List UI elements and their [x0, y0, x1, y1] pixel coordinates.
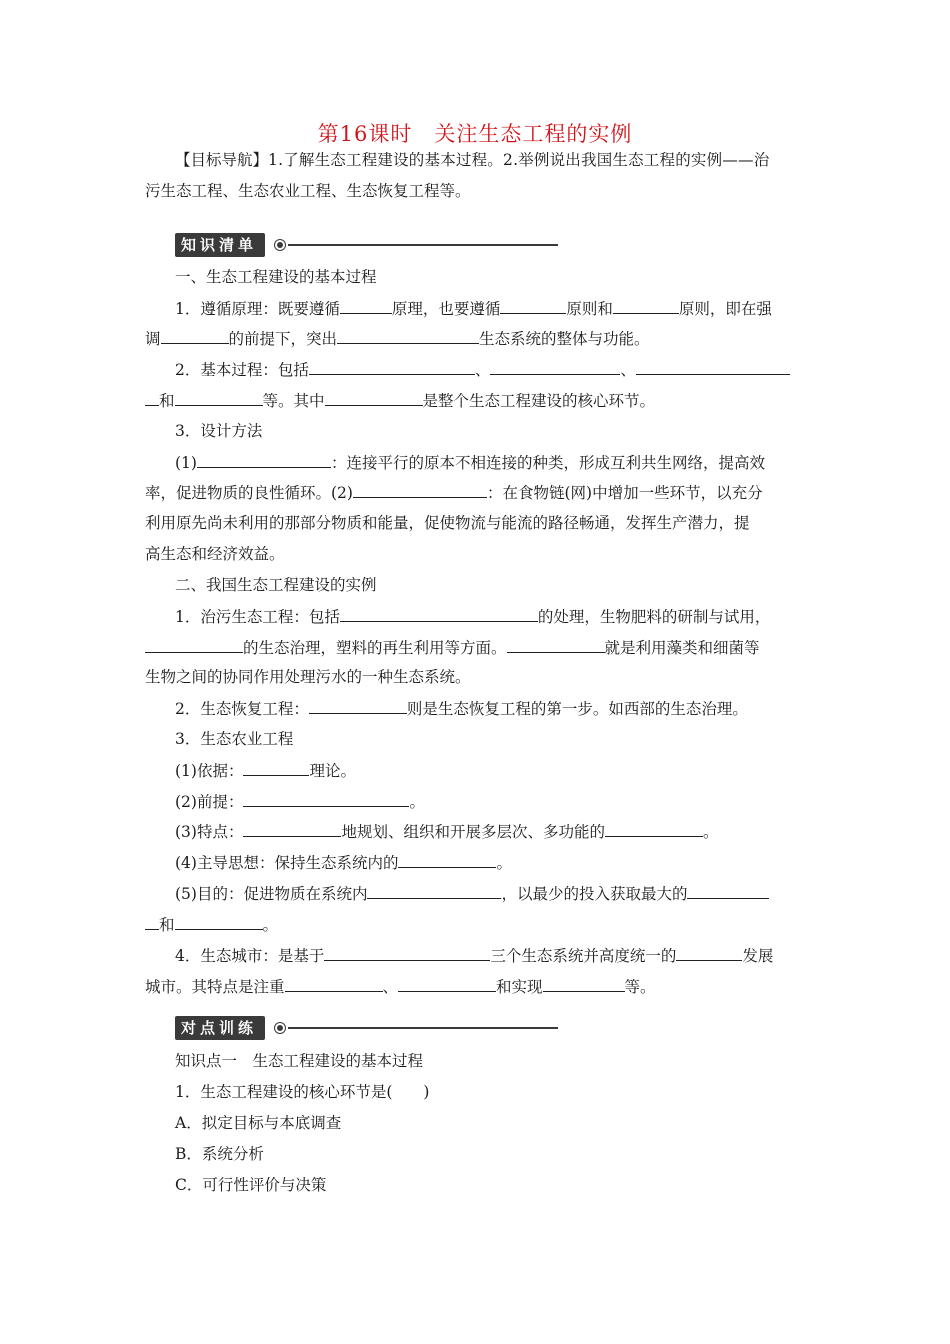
knowledge-point: 知识点一 生态工程建设的基本过程 [175, 1052, 424, 1070]
blank[interactable] [285, 976, 383, 992]
blank[interactable] [324, 945, 490, 961]
text: (5)目的：促进物质在系统内 [175, 885, 368, 903]
blank[interactable] [398, 852, 496, 868]
blank[interactable] [613, 298, 679, 314]
blank[interactable] [309, 359, 475, 375]
section1-heading: 一、生态工程建设的基本过程 [175, 268, 377, 286]
text: 则是生态恢复工程的第一步。如西部的生态治理。 [406, 700, 748, 718]
s1-line-5: 3．设计方法 [175, 422, 263, 440]
text: 三个生态系统并高度统一的 [490, 947, 677, 965]
text: 发展 [742, 947, 774, 965]
s2-line-3: 生物之间的协同作用处理污水的一种生态系统。 [145, 668, 471, 686]
s2-line-11 [145, 914, 278, 935]
blank[interactable] [175, 390, 263, 406]
blank[interactable] [197, 452, 331, 468]
s1-line-3 [175, 359, 790, 380]
text: 等。 [624, 978, 656, 996]
text: 、 [620, 361, 636, 379]
blank[interactable] [309, 698, 407, 714]
text: 等。其中 [262, 392, 325, 410]
goal-label: 【目标导航】 [175, 151, 269, 169]
banner-rule [288, 244, 558, 246]
blank[interactable] [543, 976, 625, 992]
section2-heading: 二、我国生态工程建设的实例 [175, 576, 377, 594]
text: (1) [175, 454, 197, 472]
blank[interactable] [500, 298, 566, 314]
knowledge-list-banner [175, 233, 560, 257]
text: 率，促进物质的良性循环。(2) [145, 484, 353, 502]
text: 生态系统的整体与功能。 [479, 330, 650, 348]
text: 是整个生态工程建设的核心环节。 [422, 392, 656, 410]
s1-line-4 [145, 390, 655, 411]
blank[interactable] [325, 390, 423, 406]
blank[interactable] [507, 637, 605, 653]
s1-line-7 [145, 482, 763, 503]
text: 原则和 [566, 300, 613, 318]
blank[interactable] [398, 976, 496, 992]
s2-line-7 [175, 791, 425, 812]
blank[interactable] [145, 914, 159, 930]
text: 和实现 [496, 978, 543, 996]
text: 的生态治理，塑料的再生利用等方面。 [243, 639, 507, 657]
s1-line-6 [175, 452, 765, 473]
s1-line-1 [175, 298, 772, 319]
blank[interactable] [175, 914, 263, 930]
text: 。 [496, 854, 512, 872]
s2-line-1 [175, 606, 770, 627]
blank[interactable] [243, 760, 309, 776]
blank[interactable] [490, 359, 620, 375]
text: 。 [262, 916, 279, 934]
s2-line-10 [175, 883, 769, 904]
text: 原则，即在强 [678, 300, 772, 318]
text: ：在食物链(网)中增加一些环节，以充分 [486, 484, 763, 502]
blank[interactable] [145, 637, 243, 653]
blank[interactable] [340, 606, 538, 622]
banner-label: 对点训练 [175, 1016, 265, 1040]
blank[interactable] [243, 821, 341, 837]
text: 和 [159, 916, 175, 934]
text: 、 [382, 978, 399, 996]
text: 地规划、组织和开展多层次、多功能的 [341, 823, 605, 841]
option-a[interactable]: A．拟定目标与本底调查 [175, 1114, 342, 1132]
text: (3)特点： [175, 823, 244, 841]
text: (4)主导思想：保持生态系统内的 [175, 854, 399, 872]
s2-line-2 [145, 637, 760, 658]
s2-line-4 [175, 698, 748, 719]
s1-line-2 [145, 328, 650, 349]
page-title: 第16课时 关注生态工程的实例 [317, 122, 633, 146]
blank[interactable] [337, 328, 479, 344]
blank[interactable] [161, 328, 229, 344]
banner-label: 知识清单 [175, 233, 265, 257]
text: 调 [145, 330, 161, 348]
text: 原理，也要遵循 [391, 300, 501, 318]
s2-line-13 [145, 976, 656, 997]
text: 4．生态城市：是基于 [175, 947, 325, 965]
text: 就是利用藻类和细菌等 [604, 639, 760, 657]
s2-line-8 [175, 821, 719, 842]
s2-line-6 [175, 760, 356, 781]
goal-line-2: 污生态工程、生态农业工程、生态恢复工程等。 [145, 182, 471, 200]
blank[interactable] [340, 298, 392, 314]
text: ：连接平行的原本不相连接的种类，形成互利共生网络，提高效 [330, 454, 765, 472]
option-b[interactable]: B．系统分析 [175, 1145, 264, 1163]
blank[interactable] [353, 482, 487, 498]
blank[interactable] [605, 821, 703, 837]
text: 1．遵循原理：既要遵循 [175, 300, 340, 318]
s2-line-12 [175, 945, 773, 966]
blank[interactable] [145, 390, 159, 406]
banner-dot-icon [274, 239, 286, 251]
blank[interactable] [687, 883, 769, 899]
question-1: 1．生态工程建设的核心环节是( ) [175, 1083, 430, 1101]
text: 城市。其特点是注重 [145, 978, 285, 996]
text: 理论。 [309, 762, 356, 780]
goal-text: 1.了解生态工程建设的基本过程。2.举例说出我国生态工程的实例——治 [268, 151, 770, 169]
text: 。 [702, 823, 719, 841]
text: ，以最少的投入获取最大的 [501, 885, 688, 903]
text: 2．基本过程：包括 [175, 361, 309, 379]
text: 的处理，生物肥料的研制与试用， [537, 608, 771, 626]
goal-line-1 [175, 150, 769, 170]
text: 和 [159, 392, 175, 410]
text: 1．治污生态工程：包括 [175, 608, 340, 626]
s1-line-8: 利用原先尚未利用的那部分物质和能量，促使物流与能流的路径畅通，发挥生产潜力，提 [145, 514, 750, 532]
s2-line-9 [175, 852, 512, 873]
blank[interactable] [367, 883, 501, 899]
text: 。 [409, 793, 425, 811]
banner-rule [288, 1027, 558, 1029]
blank[interactable] [243, 791, 409, 807]
s2-line-5: 3．生态农业工程 [175, 730, 294, 748]
text: 2．生态恢复工程： [175, 700, 309, 718]
text: (2)前提： [175, 793, 244, 811]
text: 、 [474, 361, 491, 379]
blank[interactable] [636, 359, 790, 375]
text: 的前提下，突出 [228, 330, 338, 348]
s1-line-9: 高生态和经济效益。 [145, 545, 285, 563]
text: (1)依据： [175, 762, 244, 780]
option-c[interactable]: C．可行性评价与决策 [175, 1176, 327, 1194]
blank[interactable] [676, 945, 742, 961]
banner-dot-icon [274, 1022, 286, 1034]
practice-banner [175, 1016, 560, 1040]
